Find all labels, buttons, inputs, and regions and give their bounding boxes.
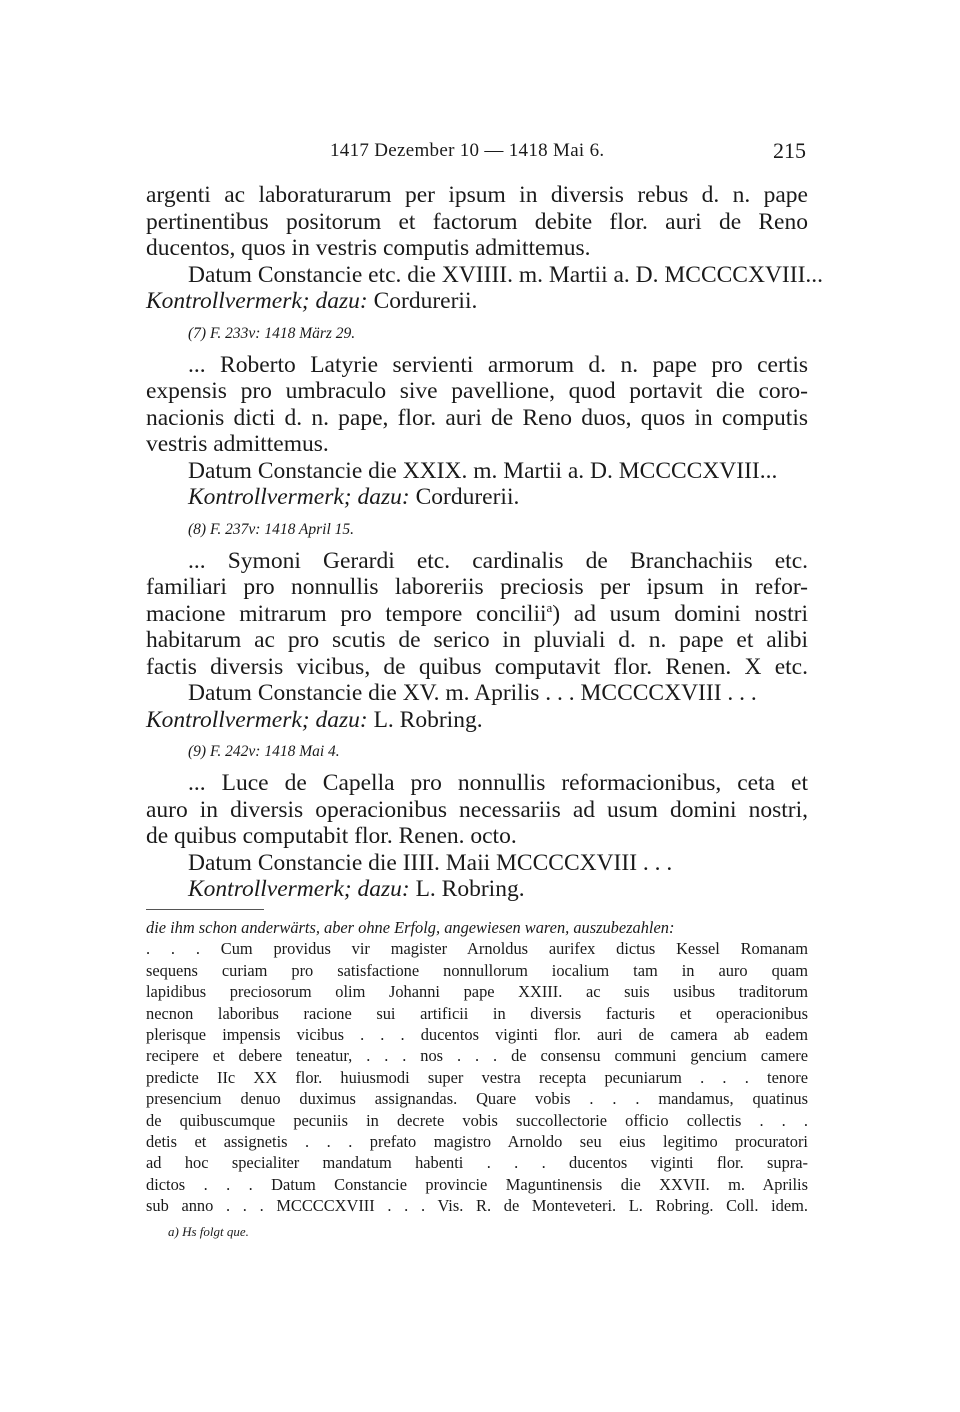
kontrollvermerk-label: Kontrollvermerk; dazu: xyxy=(188,484,410,510)
kontrollvermerk-label: Kontrollvermerk; dazu: xyxy=(146,706,368,733)
kontrollvermerk-label: Kontrollvermerk; dazu: xyxy=(188,876,410,902)
kontrollvermerk-name: L. Robring. xyxy=(415,876,525,902)
text-line: ... Luce de Capella pro nonnullis reformacionibus, ceta et xyxy=(188,770,808,796)
footnote-marker: a xyxy=(546,599,553,615)
kontrollvermerk-line xyxy=(146,288,808,315)
kontrollvermerk-line xyxy=(146,876,808,903)
footnote-block xyxy=(146,917,808,1240)
footnote-line: ad hoc specialiter mandatum habenti . . . ducentos viginti flor. supra- xyxy=(146,1153,808,1173)
text-line: nacionis dicti d. n. pape, flor. auri de Reno duos, quos in computis xyxy=(146,404,808,431)
datum-line: Datum Constancie die XV. m. Aprilis . . . MCCCCXVIII . . . xyxy=(188,680,757,706)
footnote-line: presencium denuo duximus assignandas. Quare vobis . . . mandamus, quatinus xyxy=(146,1089,808,1109)
kontrollvermerk-name: Cordurerii. xyxy=(373,288,478,314)
footnote-line: . . . Cum providus vir magister Arnoldus aurifex dictus Kessel Romanam xyxy=(146,939,808,959)
datum-line: Datum Constancie die XXIX. m. Martii a. D. MCCCCXVIII... xyxy=(188,457,778,484)
text-fragment: ) ad usum domini nostri xyxy=(552,600,808,627)
kontrollvermerk-line xyxy=(146,484,808,511)
text-line: argenti ac laboraturarum per ipsum in diversis rebus d. n. pape xyxy=(146,182,808,208)
entry-reference: (8) F. 237v: 1418 April 15. xyxy=(188,520,355,538)
page-number: 215 xyxy=(773,138,806,163)
footnote-line: plerisque impensis vicibus . . . ducentos viginti flor. auri de camera ab eadem xyxy=(146,1024,808,1044)
footnote-line: dictos . . . Datum Constancie provincie Maguntinensis die XXVII. m. Aprilis xyxy=(146,1174,808,1194)
footnote-line: recipere et debere teneatur, . . . nos . . . de consensu communi gencium camere xyxy=(146,1046,808,1066)
footnote-line: sub anno . . . MCCCCXVIII . . . Vis. R. de Monteveteri. L. Robring. Coll. idem. xyxy=(146,1196,808,1216)
kontrollvermerk-name: Cordurerii. xyxy=(415,484,520,510)
text-fragment: macione mitrarum pro tempore concilii xyxy=(146,600,547,627)
text-line: familiari pro nonnullis laboreriis preciosis per ipsum in refor- xyxy=(146,574,808,600)
datum-line: Datum Constancie die IIII. Maii MCCCCXVIII . . . xyxy=(188,849,673,876)
text-line: ... Roberto Latyrie servienti armorum d. n. pape pro certis xyxy=(188,351,808,378)
text-line xyxy=(146,601,808,628)
datum-line: Datum Constancie etc. die XVIIII. m. Martii a. D. MCCCCXVIII... xyxy=(188,261,824,288)
text-line: pertinentibus positorum et factorum debite flor. auri de Reno xyxy=(146,208,808,235)
footnote-divider xyxy=(146,909,264,910)
text-line: ... Symoni Gerardi etc. cardinalis de Branchachiis etc. xyxy=(188,547,808,574)
footnote-intro: die ihm schon anderwärts, aber ohne Erfolg, angewiesen waren, auszubezahlen: xyxy=(146,918,675,937)
text-line: vestris admittemus. xyxy=(146,431,329,457)
kontrollvermerk-name: L. Robring. xyxy=(373,706,483,733)
footnote-line: sequens curiam pro satisfactione nonnullorum iocalium tam in auro quam xyxy=(146,960,808,980)
entry-reference: (9) F. 242v: 1418 Mai 4. xyxy=(188,743,340,760)
text-line: auro in diversis operacionibus necessariis ad usum domini nostri, xyxy=(146,796,808,823)
apparatus-note: a) Hs folgt que. xyxy=(168,1224,249,1240)
kontrollvermerk-line xyxy=(146,707,808,734)
main-text xyxy=(146,182,824,903)
footnote-line: lapidibus preciosorum olim Johanni pape XXIII. ac suis usibus traditorum xyxy=(146,982,808,1002)
text-line: expensis pro umbraculo sive pavellione, quod portavit die coro- xyxy=(146,378,808,404)
footnote-line: de quibuscumque pecuniis in decrete vobis succollectorie officio collectis . . . xyxy=(146,1110,808,1130)
entry-reference: (7) F. 233v: 1418 März 29. xyxy=(188,324,356,342)
running-title: 1417 Dezember 10 — 1418 Mai 6. xyxy=(330,140,605,161)
footnote-line: necnon laboribus racione sui artificii in diversis facturis et operacionibus xyxy=(146,1003,808,1023)
footnote-line: detis et assignetis . . . prefato magistro Arnoldo seu eius legitimo procuratori xyxy=(146,1131,808,1151)
text-line: habitarum ac pro scutis de serico in pluviali d. n. pape et alibi xyxy=(146,627,808,653)
text-line: de quibus computabit flor. Renen. octo. xyxy=(146,823,517,849)
text-line: factis diversis vicibus, de quibus computavit flor. Renen. X etc. xyxy=(146,653,808,680)
kontrollvermerk-label: Kontrollvermerk; dazu: xyxy=(146,288,368,314)
text-line: ducentos, quos in vestris computis admittemus. xyxy=(146,235,591,261)
page-header xyxy=(330,140,806,170)
footnote-line: predicte IIc XX flor. huiusmodi super vestra recepta pecuniarum . . . tenore xyxy=(146,1067,808,1087)
